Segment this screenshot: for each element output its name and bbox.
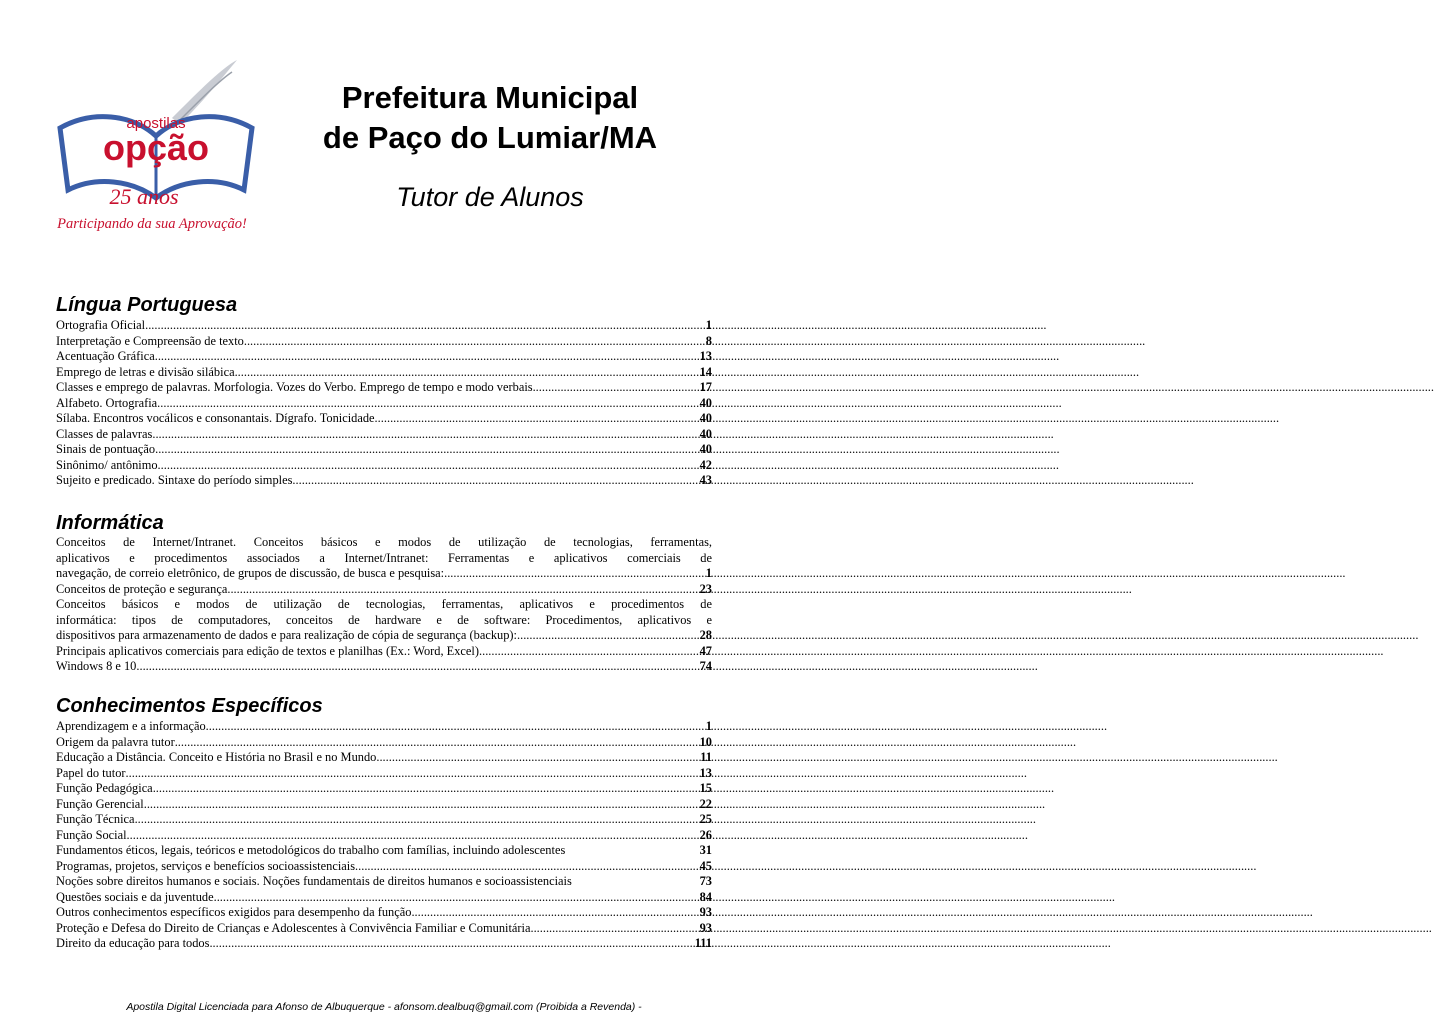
dot-leader [244, 334, 704, 350]
title-line-1: Prefeitura Municipal [341, 80, 639, 115]
toc-entry [56, 766, 712, 782]
toc-entry-text: Função Técnica [56, 812, 135, 826]
toc-entry-text: Direito da educação para todos [56, 936, 210, 950]
toc-page-number: 28 [699, 628, 712, 642]
toc-page-number: 40 [699, 442, 712, 456]
dot-leader [175, 735, 698, 751]
toc-entry [56, 890, 712, 906]
dot-leader [444, 566, 704, 582]
toc-conhecimentos-especificos [56, 719, 712, 952]
toc-page-number: 111 [694, 936, 712, 950]
dot-leader [292, 473, 697, 489]
toc-entry-text: Sinais de pontuação. [56, 442, 159, 456]
toc-entry-text: Sinônimo/ antônimo [56, 457, 158, 472]
dot-leader [136, 659, 697, 675]
document-subtitle: Tutor de Alunos [396, 182, 584, 212]
toc-page-number: 84 [699, 889, 712, 904]
logo-years-text: 25 anos [109, 184, 179, 209]
toc-entry-text: Classes de palavras [56, 426, 153, 441]
toc-entry [56, 859, 712, 875]
toc-entry-text: Função Social [56, 827, 127, 842]
toc-entry-text: Proteção e Defesa do Direito de Crianças e Adolescentes à Convivência Familiar e Comunitária [56, 920, 531, 935]
dot-leader [376, 750, 698, 766]
toc-page-number: 73 [699, 874, 712, 888]
toc-entry [56, 644, 712, 660]
dot-leader [153, 781, 698, 797]
dot-leader [158, 349, 698, 365]
section-title-lingua-portuguesa: Língua Portuguesa [56, 294, 238, 316]
toc-entry [56, 334, 712, 350]
toc-entry [56, 781, 712, 797]
toc-page-number: 43 [699, 473, 712, 487]
dot-leader [530, 921, 697, 937]
toc-entry [56, 597, 712, 644]
toc-entry-text-line: Conceitos básicos e modos de utilização de tecnologias, ferramentas, aplicativos e procedimentos de [56, 597, 712, 611]
toc-entry-text: Ortografia Oficial [56, 318, 146, 332]
toc-page-number: 23 [699, 581, 712, 596]
toc-entry-text: Fundamentos éticos, legais, teóricos e metodológicos do trabalho com famílias, incluindo adolescentes [56, 843, 566, 857]
toc-entry [56, 380, 712, 396]
toc-entry [56, 396, 712, 412]
toc-entry-text-line: informática: tipos de computadores, conceitos de hardware e de software: Procedimentos, aplicativos e [56, 612, 712, 627]
toc-page-number: 25 [699, 812, 712, 826]
toc-informatica [56, 535, 712, 675]
dot-leader [238, 365, 698, 381]
toc-entry-text: Papel do tutor [56, 765, 126, 780]
toc-entry-text-line: aplicativos e procedimentos associados a Internet/Intranet: Ferramentas e aplicativos comerciais de [56, 550, 712, 565]
toc-page-number: 47 [699, 643, 712, 658]
toc-entry [56, 427, 712, 443]
document-title [270, 78, 710, 158]
toc-entry [56, 905, 712, 921]
toc-page-number: 8 [705, 333, 712, 348]
toc-entry [56, 874, 712, 890]
toc-entry [56, 365, 712, 381]
toc-entry-text: Função Pedagógica [56, 781, 153, 795]
dot-leader [378, 411, 698, 427]
toc-page-number: 1 [705, 318, 712, 332]
toc-page-number: 93 [699, 920, 712, 935]
toc-entry [56, 843, 712, 859]
license-footer: Apostila Digital Licenciada para Afonso de Albuquerque - afonsom.dealbuq@gmail.com (Proibida a Revenda) - [126, 1001, 642, 1013]
dot-leader [482, 644, 698, 660]
toc-page-number: 45 [699, 858, 712, 873]
toc-entry [56, 411, 712, 427]
toc-entry-text: Noções sobre direitos humanos e sociais. Noções fundamentais de direitos humanos e socioassistenciais [56, 874, 572, 888]
toc-entry-text: Educação a Distância. Conceito e História no Brasil e no Mundo [56, 750, 377, 764]
toc-entry-text: Alfabeto. Ortografia. [56, 395, 161, 410]
toc-entry-text: Função Gerencial [56, 796, 144, 811]
toc-entry-text: Emprego de letras e divisão silábica. [56, 364, 238, 379]
toc-page-number: 42 [699, 457, 712, 472]
dot-leader [158, 458, 698, 474]
toc-entry [56, 349, 712, 365]
toc-page-number: 40 [699, 395, 712, 410]
dot-leader [214, 890, 698, 906]
toc-entry-text: Outros conhecimentos específicos exigidos para desempenho da função [56, 905, 412, 919]
dot-leader [355, 859, 698, 875]
logo-brand-text: opção [102, 127, 210, 168]
toc-page-number: 17 [699, 380, 712, 394]
toc-page-number: 1 [705, 719, 712, 733]
toc-entry [56, 797, 712, 813]
toc-page-number: 40 [699, 426, 712, 441]
dot-leader [158, 442, 697, 458]
toc-entry-text: Sílaba. Encontros vocálicos e consonantais. Dígrafo. Tonicidade. [56, 411, 378, 425]
toc-entry-text: Programas, projetos, serviços e benefícios socioassistenciais [56, 858, 356, 873]
dot-leader [145, 318, 704, 334]
toc-entry [56, 719, 712, 735]
toc-entry [56, 659, 712, 675]
toc-page-number: 22 [699, 796, 712, 811]
title-line-2: de Paço do Lumiar/MA [322, 120, 658, 155]
toc-page-number: 15 [699, 781, 712, 795]
toc-entry [56, 458, 712, 474]
dot-leader [135, 812, 698, 828]
toc-entry [56, 921, 712, 937]
toc-entry-text-line: dispositivos para armazenamento de dados e para realização de cópia de segurança (backup): [56, 628, 517, 642]
toc-entry-text: Acentuação Gráfica. [56, 349, 158, 363]
dot-leader [152, 427, 697, 443]
toc-page-number: 14 [699, 364, 712, 379]
toc-entry [56, 936, 712, 952]
dot-leader [230, 582, 697, 598]
toc-page-number: 93 [699, 905, 712, 919]
toc-page-number: 13 [699, 765, 712, 780]
toc-page-number: 26 [699, 827, 712, 842]
toc-entry [56, 318, 712, 334]
logo-tagline-text: Participando da sua Aprovação! [57, 216, 247, 232]
section-title-informatica: Informática [56, 512, 164, 534]
toc-page-number: 40 [699, 411, 712, 425]
toc-entry [56, 535, 712, 582]
toc-page-number: 1 [705, 566, 712, 580]
logo-graphic [52, 58, 260, 238]
dot-leader [517, 628, 698, 644]
dot-leader [127, 828, 698, 844]
toc-page-number: 13 [699, 349, 712, 363]
apostilas-opcao-logo [52, 58, 260, 238]
toc-entry-text-line: Conceitos de Internet/Intranet. Conceitos básicos e modos de utilização de tecnologias, ferramentas, [56, 535, 712, 549]
toc-lingua-portuguesa [56, 318, 712, 489]
toc-entry-text: Aprendizagem e a informação [56, 719, 206, 733]
dot-leader [160, 396, 697, 412]
toc-entry-text: Interpretação e Compreensão de texto [56, 333, 244, 348]
logo-top-text: apostilas [126, 115, 186, 132]
toc-entry [56, 582, 712, 598]
toc-entry [56, 473, 712, 489]
toc-entry [56, 442, 712, 458]
toc-entry-text: Classes e emprego de palavras. Morfologia. Vozes do Verbo. Emprego de tempo e modo verbais [56, 380, 533, 394]
toc-entry-text: Sujeito e predicado. Sintaxe do período simples [56, 473, 293, 487]
toc-entry-text: Principais aplicativos comerciais para edição de textos e planilhas (Ex.: Word, Excel). [56, 643, 483, 658]
toc-page-number: 31 [699, 843, 712, 857]
dot-leader [411, 905, 697, 921]
toc-entry-text: Origem da palavra tutor [56, 734, 175, 749]
toc-entry-text: Conceitos de proteção e segurança. [56, 581, 231, 596]
toc-entry [56, 812, 712, 828]
toc-page-number: 10 [699, 734, 712, 749]
dot-leader [209, 936, 692, 952]
toc-entry [56, 828, 712, 844]
toc-entry-text-line: navegação, de correio eletrônico, de grupos de discussão, de busca e pesquisa: [56, 566, 445, 580]
toc-page-number: 11 [700, 750, 712, 764]
dot-leader [144, 797, 698, 813]
dot-leader [533, 380, 698, 396]
toc-page-number: 74 [699, 659, 712, 673]
dot-leader [126, 766, 698, 782]
dot-leader [206, 719, 704, 735]
toc-entry [56, 750, 712, 766]
section-title-conhecimentos-especificos: Conhecimentos Específicos [56, 695, 323, 717]
toc-entry-text: Windows 8 e 10 [56, 659, 137, 673]
toc-entry-text: Questões sociais e da juventude [56, 889, 214, 904]
toc-entry [56, 735, 712, 751]
